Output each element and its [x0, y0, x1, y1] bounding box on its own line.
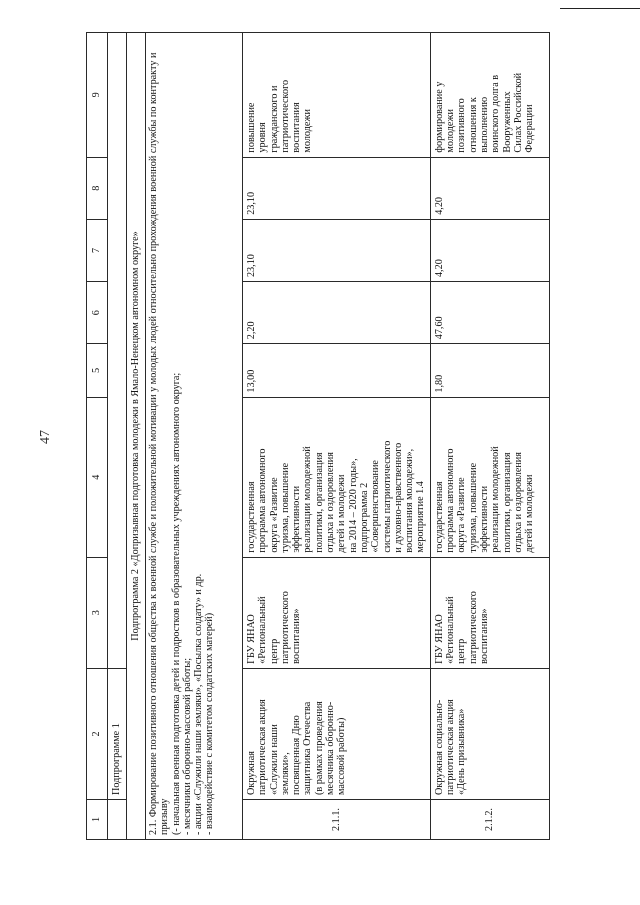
program-title: Подпрограмма 2 «Допризывная подготовка молодежи в Ямало-Ненецком автономном округе»	[127, 33, 146, 840]
task-description	[146, 33, 243, 840]
value-col8: 4,20	[430, 157, 549, 219]
program-title-row	[127, 33, 146, 840]
col-header-4: 4	[87, 397, 108, 557]
task-line: 2.1. Формирование позитивного отношения общества к военной службе и положительной мотивации у молодых людей относительно прохождения военной службы по контракту и призыву	[148, 52, 171, 835]
value-col5: 1,80	[430, 344, 549, 397]
value-col7: 23,10	[243, 219, 431, 281]
task-line: - взаимодействие с комитетом солдатских матерей)	[204, 612, 216, 835]
col-header-9: 9	[87, 33, 108, 158]
value-col5: 13,00	[243, 344, 431, 397]
column-numbers-row	[87, 33, 108, 840]
value-col8: 23,10	[243, 157, 431, 219]
row-number: 2.1.2.	[430, 799, 549, 839]
col-header-2: 2	[87, 668, 108, 799]
col-header-1: 1	[87, 799, 108, 839]
measures-table	[86, 32, 550, 840]
expected-result: формирование у молодежи позитивного отношения к выполнению воинского долга в Вооруженных Силах Российской Федерации	[430, 33, 549, 158]
event-name: Окружная социально- патриотическая акция «День призывника»	[430, 668, 549, 799]
col-header-7: 7	[87, 219, 108, 281]
funding-program: государственная программа автономного округа «Развитие туризма, повышение эффективности реализации молодежной политики, организация отдыха и оздоровления детей и молодежи на 2014 – 2020 годы», подпрограмма 2 «Совершенствование системы патриотического и духовно-нравственного воспитания молодежи», мероприятие 1.4	[243, 397, 431, 557]
value-col6: 47,60	[430, 282, 549, 344]
task-line: - акции «Служили наши земляки», «Посылка солдату» и др.	[193, 573, 205, 835]
task-row	[146, 33, 243, 840]
value-col7: 4,20	[430, 219, 549, 281]
subprogram-label-row	[108, 33, 127, 840]
expected-result: повышение уровня гражданского и патриотического воспитания молодежи	[243, 33, 431, 158]
col-header-3: 3	[87, 557, 108, 668]
executor: ГБУ ЯНАО «Региональный центр патриотического воспитания»	[430, 557, 549, 668]
col-header-6: 6	[87, 282, 108, 344]
page-number: 47	[38, 430, 53, 444]
subprogram-label: Подпрограмме 1	[108, 668, 127, 799]
funding-program: государственная программа автономного округа «Развитие туризма, повышение эффективности реализации молодежной политики, организация отдыха и оздоровления детей и молодежи	[430, 397, 549, 557]
value-col6: 2,20	[243, 282, 431, 344]
task-line: - месячники оборонно-массовой работы;	[181, 657, 193, 835]
top-edge-line	[560, 0, 640, 9]
event-name: Окружная патриотическая акция «Служили наши земляки», посвященная Дню защитника Отечества (в рамках проведения месячника оборонно- массовой работы)	[243, 668, 431, 799]
col-header-8: 8	[87, 157, 108, 219]
rotated-table-frame	[86, 32, 550, 840]
table-row	[243, 33, 431, 840]
task-line: (- начальная военная подготовка детей и подростков в образовательных учреждениях автономного округа;	[170, 372, 182, 835]
col-header-5: 5	[87, 344, 108, 397]
row-number: 2.1.1.	[243, 799, 431, 839]
executor: ГБУ ЯНАО «Региональный центр патриотического воспитания»	[243, 557, 431, 668]
table-row	[430, 33, 549, 840]
